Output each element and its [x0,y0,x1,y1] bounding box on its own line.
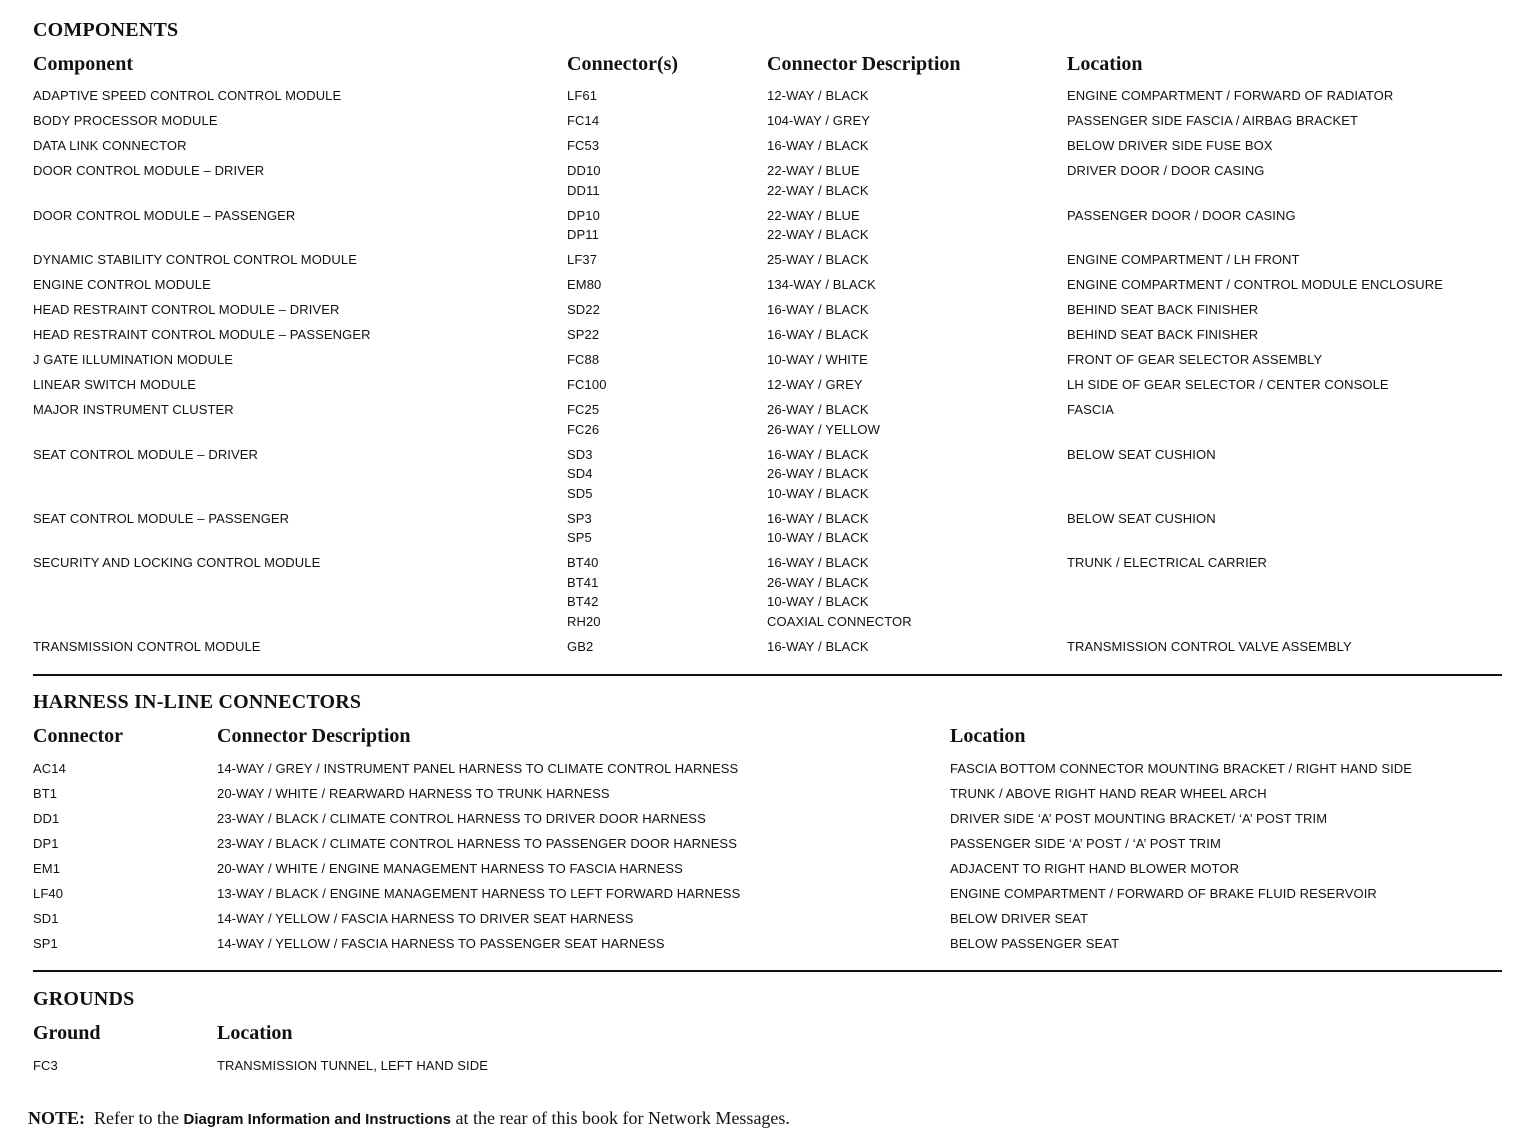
connector-id: FC88 [567,352,600,367]
connector-description: 22-WAY / BLACK [767,182,869,198]
connector-id: SD22 [567,302,600,317]
harness-title: HARNESS IN-LINE CONNECTORS [33,691,362,713]
connector-description: 16-WAY / BLACK [767,138,869,153]
component-name: DOOR CONTROL MODULE – PASSENGER [33,207,296,223]
connector-id: GB2 [567,638,594,654]
component-location: BELOW DRIVER SIDE FUSE BOX [1067,138,1273,153]
component-name: SEAT CONTROL MODULE – PASSENGER [33,510,290,526]
connector-id: FC14 [567,113,600,128]
grounds-title: GROUNDS [33,988,135,1010]
connector-description: 10-WAY / BLACK [767,594,869,609]
connector-description: 22-WAY / BLUE [767,163,860,178]
connector-location: TRUNK / ABOVE RIGHT HAND REAR WHEEL ARCH [950,786,1267,801]
connector-location: ENGINE COMPARTMENT / FORWARD OF BRAKE FLUID RESERVOIR [950,886,1377,901]
component-name: J GATE ILLUMINATION MODULE [33,352,234,367]
connector-id: AC14 [33,761,66,776]
connector-id: SP22 [567,327,600,342]
component-name: HEAD RESTRAINT CONTROL MODULE – PASSENGER [33,327,371,342]
connector-id: DP10 [567,207,600,223]
section-divider [33,674,1502,676]
connector-id: FC26 [567,421,600,437]
connector-description: COAXIAL CONNECTOR [767,613,912,629]
component-name: HEAD RESTRAINT CONTROL MODULE – DRIVER [33,302,340,317]
connector-description: 10-WAY / BLACK [767,485,869,501]
component-name: SECURITY AND LOCKING CONTROL MODULE [33,555,321,570]
connector-description: 22-WAY / BLUE [767,207,860,223]
connector-id: FC25 [567,402,600,417]
note-reference: Diagram Information and Instructions [183,1111,452,1128]
component-name: DYNAMIC STABILITY CONTROL CONTROL MODULE [33,252,357,267]
connector-description: 26-WAY / YELLOW [767,421,881,437]
component-name: LINEAR SWITCH MODULE [33,377,197,392]
component-location: ENGINE COMPARTMENT / FORWARD OF RADIATOR [1067,88,1394,103]
connector-location: BELOW PASSENGER SEAT [950,936,1120,951]
col-header-connectors: Connector(s) [567,53,679,75]
col-header-location: Location [1067,53,1143,75]
section-divider [33,970,1502,972]
connector-id: LF61 [567,88,598,103]
connector-id: LF40 [33,886,64,901]
connector-id: SD5 [567,485,593,501]
connector-location: DRIVER SIDE ‘A’ POST MOUNTING BRACKET/ ‘A’ POST TRIM [950,811,1328,826]
connector-description: 16-WAY / BLACK [767,327,869,342]
component-location: TRUNK / ELECTRICAL CARRIER [1067,555,1268,570]
component-location: FRONT OF GEAR SELECTOR ASSEMBLY [1067,352,1323,367]
connector-description: 20-WAY / WHITE / ENGINE MANAGEMENT HARNESS TO FASCIA HARNESS [217,861,683,876]
note-label: NOTE: [28,1108,86,1128]
connector-id: BT40 [567,555,599,570]
component-name: TRANSMISSION CONTROL MODULE [33,638,261,654]
connector-description: 14-WAY / YELLOW / FASCIA HARNESS TO DRIVER SEAT HARNESS [217,911,634,926]
connector-description: 134-WAY / BLACK [767,277,876,292]
connector-location: ADJACENT TO RIGHT HAND BLOWER MOTOR [950,861,1240,876]
col-header-component: Component [33,53,134,75]
col-header-connector: Connector [33,725,123,747]
col-header-connector-description: Connector Description [217,725,411,747]
connector-id: FC53 [567,138,600,153]
component-name: ENGINE CONTROL MODULE [33,277,211,292]
col-header-location: Location [950,725,1026,747]
connector-description: 13-WAY / BLACK / ENGINE MANAGEMENT HARNESS TO LEFT FORWARD HARNESS [217,886,741,901]
connector-location: BELOW DRIVER SEAT [950,911,1088,926]
connector-id: LF37 [567,252,598,267]
component-location: BELOW SEAT CUSHION [1067,446,1216,462]
component-name: ADAPTIVE SPEED CONTROL CONTROL MODULE [33,88,342,103]
connector-id: DD11 [567,182,600,198]
component-name: MAJOR INSTRUMENT CLUSTER [33,402,234,417]
component-name: DATA LINK CONNECTOR [33,138,187,153]
connector-description: 16-WAY / BLACK [767,555,869,570]
connector-id: BT41 [567,574,599,590]
connector-description: 12-WAY / GREY [767,377,863,392]
connector-id: SP1 [33,936,58,951]
footer-note [28,1108,790,1129]
note-text-post: at the rear of this book for Network Messages. [455,1108,790,1128]
component-location: BELOW SEAT CUSHION [1067,510,1216,526]
connector-description: 16-WAY / BLACK [767,638,869,654]
connector-description: 12-WAY / BLACK [767,88,869,103]
component-location: PASSENGER SIDE FASCIA / AIRBAG BRACKET [1067,113,1359,128]
connector-id: FC100 [567,377,607,392]
connector-description: 26-WAY / BLACK [767,574,869,590]
connector-description: 26-WAY / BLACK [767,466,869,481]
col-header-ground: Ground [33,1022,101,1044]
connector-id: DP11 [567,227,599,242]
connector-id: DD1 [33,811,60,826]
connector-id: SP3 [567,510,592,526]
connector-description: 22-WAY / BLACK [767,227,869,242]
connector-id: SD1 [33,911,59,926]
ground-id: FC3 [33,1058,58,1073]
connector-description: 16-WAY / BLACK [767,510,869,526]
col-header-location: Location [217,1022,293,1044]
note-text-pre: Refer to the [94,1108,179,1128]
connector-id: RH20 [567,613,601,629]
component-location: ENGINE COMPARTMENT / CONTROL MODULE ENCLOSURE [1067,277,1444,292]
component-location: TRANSMISSION CONTROL VALVE ASSEMBLY [1067,638,1352,654]
connector-id: SP5 [567,530,592,545]
connector-id: BT1 [33,786,58,801]
component-name: SEAT CONTROL MODULE – DRIVER [33,446,259,462]
connector-description: 23-WAY / BLACK / CLIMATE CONTROL HARNESS TO PASSENGER DOOR HARNESS [217,836,737,851]
components-title: COMPONENTS [33,19,179,41]
connector-description: 14-WAY / YELLOW / FASCIA HARNESS TO PASSENGER SEAT HARNESS [217,936,665,951]
connector-description: 10-WAY / WHITE [767,352,868,367]
component-location: DRIVER DOOR / DOOR CASING [1067,163,1265,178]
connector-description: 16-WAY / BLACK [767,302,869,317]
connector-description: 16-WAY / BLACK [767,446,869,462]
component-location: ENGINE COMPARTMENT / LH FRONT [1067,252,1300,267]
connector-description: 20-WAY / WHITE / REARWARD HARNESS TO TRUNK HARNESS [217,786,610,801]
connector-id: SD3 [567,446,593,462]
connector-description: 14-WAY / GREY / INSTRUMENT PANEL HARNESS TO CLIMATE CONTROL HARNESS [217,761,739,776]
connector-id: DP1 [33,836,59,851]
connector-description: 10-WAY / BLACK [767,530,869,545]
connector-id: DD10 [567,163,601,178]
connector-description: 23-WAY / BLACK / CLIMATE CONTROL HARNESS TO DRIVER DOOR HARNESS [217,811,706,826]
component-location: BEHIND SEAT BACK FINISHER [1067,302,1259,317]
component-name: DOOR CONTROL MODULE – DRIVER [33,163,265,178]
connector-location: PASSENGER SIDE ‘A’ POST / ‘A’ POST TRIM [950,836,1221,851]
component-location: BEHIND SEAT BACK FINISHER [1067,327,1259,342]
connector-id: EM1 [33,861,61,876]
component-location: FASCIA [1067,402,1114,417]
component-location: LH SIDE OF GEAR SELECTOR / CENTER CONSOLE [1067,377,1389,392]
connector-id: EM80 [567,277,602,292]
connector-description: 104-WAY / GREY [767,113,871,128]
col-header-connector-description: Connector Description [767,53,961,75]
connector-id: SD4 [567,466,593,481]
component-name: BODY PROCESSOR MODULE [33,113,218,128]
ground-location: TRANSMISSION TUNNEL, LEFT HAND SIDE [217,1058,489,1073]
connector-id: BT42 [567,594,599,609]
component-location: PASSENGER DOOR / DOOR CASING [1067,207,1296,223]
connector-description: 26-WAY / BLACK [767,402,869,417]
connector-description: 25-WAY / BLACK [767,252,869,267]
connector-location: FASCIA BOTTOM CONNECTOR MOUNTING BRACKET / RIGHT HAND SIDE [950,761,1413,776]
